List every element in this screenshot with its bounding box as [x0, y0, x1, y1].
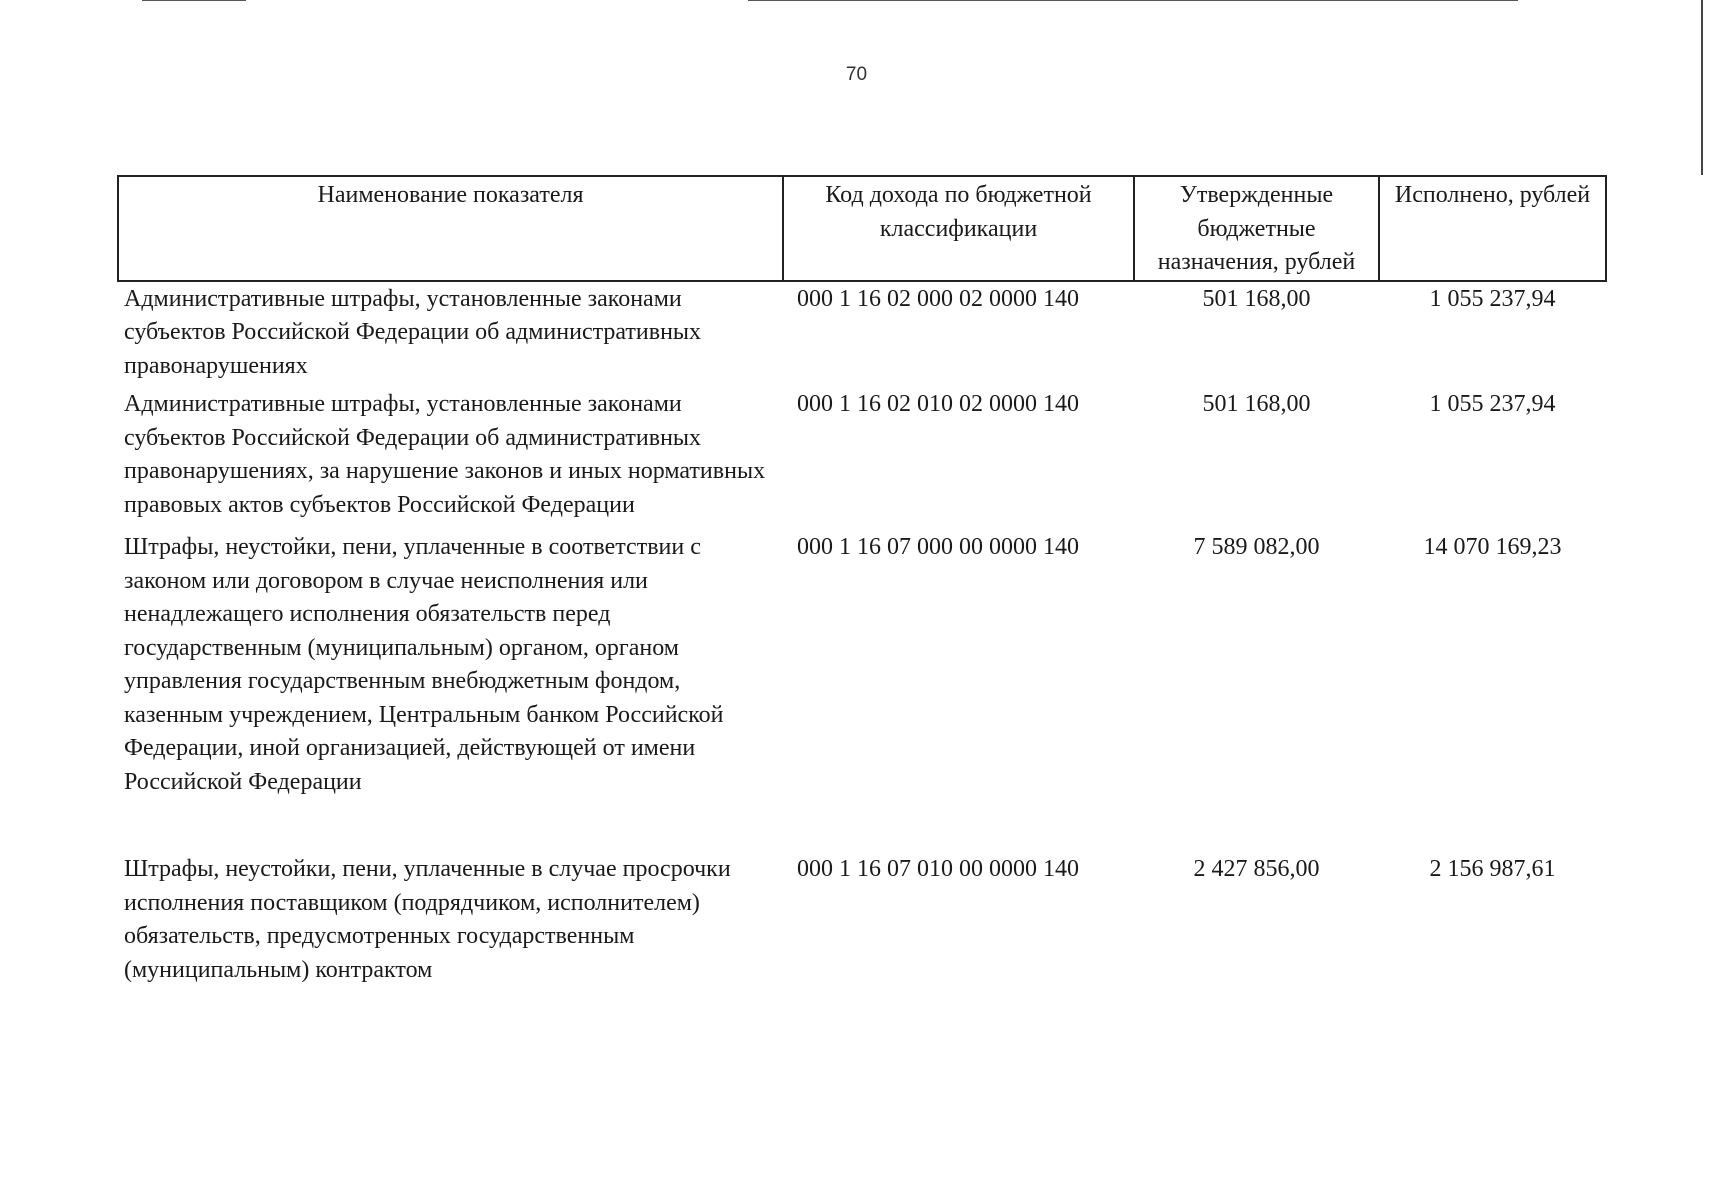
table-row	[118, 386, 1606, 529]
table-row	[118, 281, 1606, 387]
table-body	[118, 281, 1606, 991]
cell-name: Административные штрафы, установленные законами субъектов Российской Федерации об административных правонарушениях, за нарушение законов и иных нормативных правовых актов субъектов Российской Федерации	[124, 391, 766, 518]
cell-code: 000 1 16 07 000 00 0000 140	[797, 534, 1079, 560]
scan-artifact-edge-line	[1701, 0, 1703, 175]
revenue-table	[117, 175, 1607, 990]
cell-name: Штрафы, неустойки, пени, уплаченные в случае просрочки исполнения поставщиком (подрядчиком, исполнителем) обязательств, предусмотренных государственным (муниципальным) контрактом	[124, 856, 731, 983]
cell-code: 000 1 16 02 010 02 0000 140	[797, 391, 1079, 417]
cell-approved: 7 589 082,00	[1193, 534, 1320, 560]
cell-executed: 2 156 987,61	[1429, 856, 1556, 882]
cell-executed: 1 055 237,94	[1429, 391, 1556, 417]
cell-executed: 1 055 237,94	[1429, 285, 1556, 312]
table-row	[118, 529, 1606, 851]
cell-code: 000 1 16 07 010 00 0000 140	[797, 856, 1079, 882]
page-number: 70	[845, 64, 868, 85]
header-name: Наименование показателя	[118, 176, 783, 281]
header-approved: Утвержденные бюджетные назначения, рублей	[1134, 176, 1379, 281]
cell-executed: 14 070 169,23	[1423, 534, 1562, 560]
scan-artifact-rule-right	[748, 0, 1518, 1]
header-code: Код дохода по бюджетной классификации	[783, 176, 1134, 281]
table-header	[118, 176, 1606, 281]
header-executed: Исполнено, рублей	[1379, 176, 1606, 281]
table-row	[118, 851, 1606, 990]
cell-name: Административные штрафы, установленные законами субъектов Российской Федерации об административных правонарушениях	[124, 285, 702, 379]
cell-approved: 2 427 856,00	[1193, 856, 1320, 882]
cell-name: Штрафы, неустойки, пени, уплаченные в соответствии с законом или договором в случае неисполнения или ненадлежащего исполнения обязательств перед государственным (муниципальным) органом, органом управления государственным внебюджетным фондом, казенным учреждением, Центральным банком Российской Федерации, иной организацией, действующей от имени Российской Федерации	[124, 534, 724, 795]
scan-artifact-rule-left	[142, 0, 246, 1]
cell-code: 000 1 16 02 000 02 0000 140	[797, 285, 1079, 312]
cell-approved: 501 168,00	[1202, 285, 1311, 312]
cell-approved: 501 168,00	[1202, 391, 1311, 417]
header-row	[118, 176, 1606, 281]
